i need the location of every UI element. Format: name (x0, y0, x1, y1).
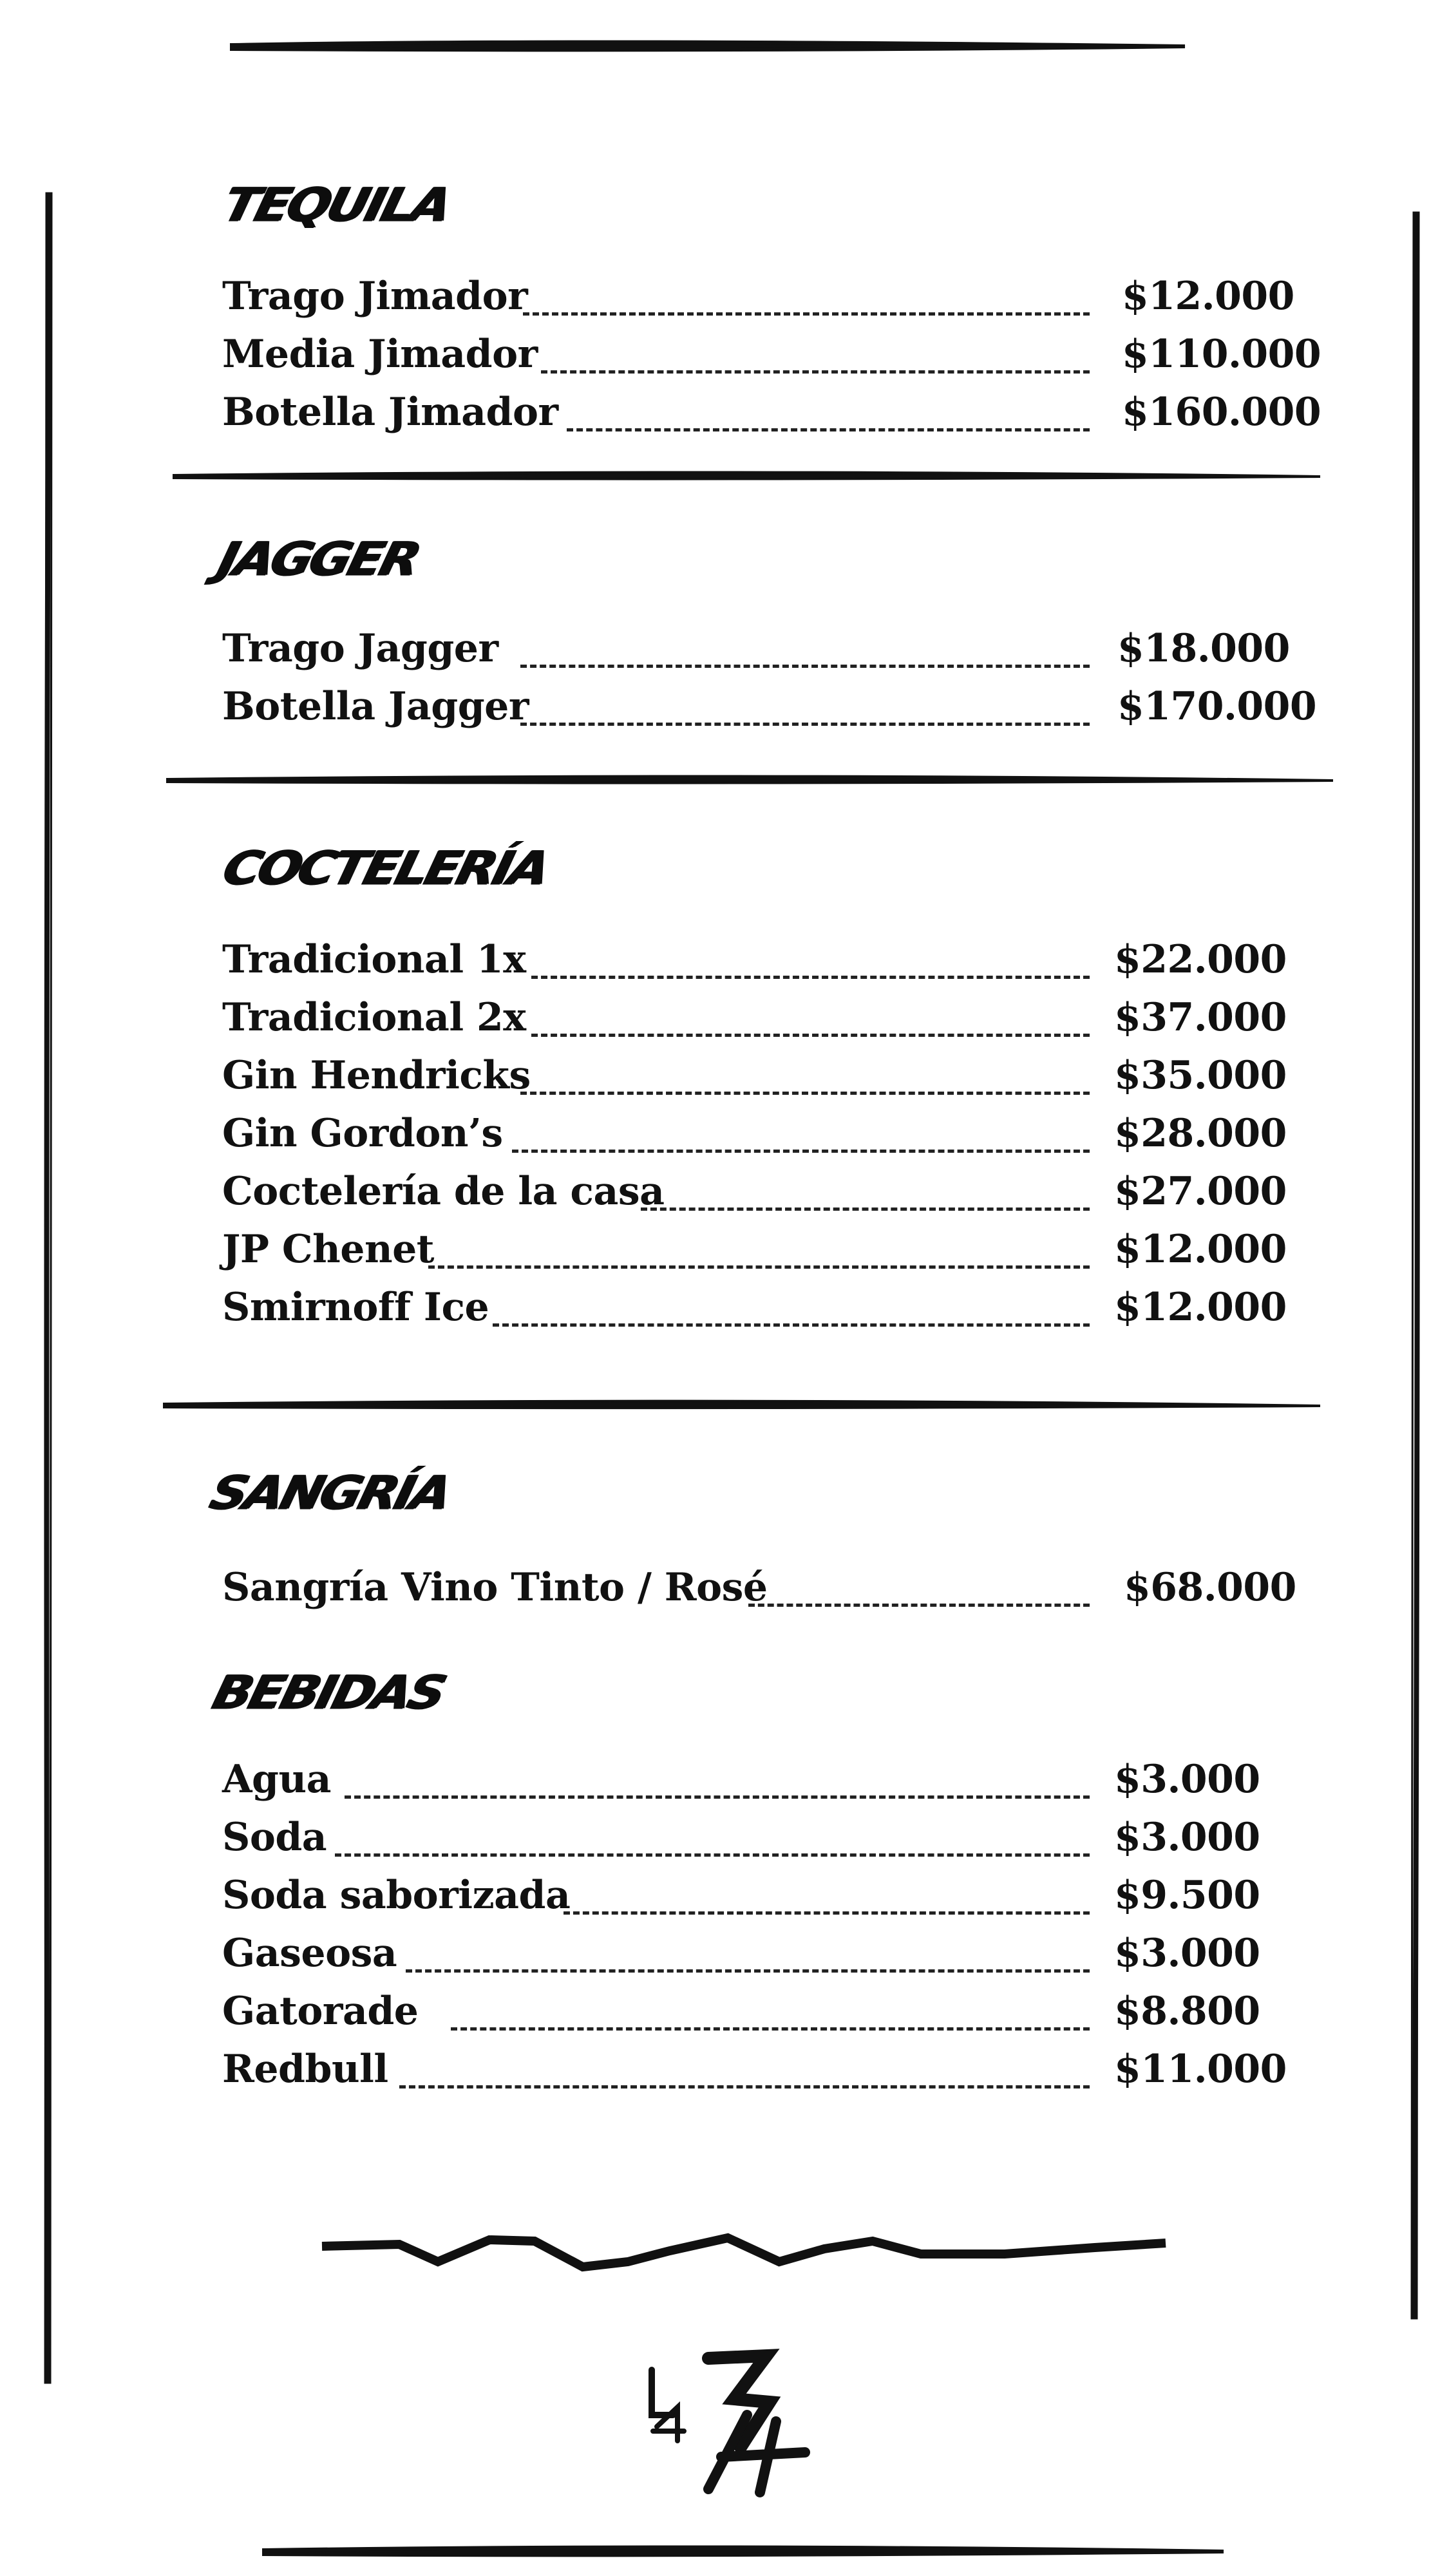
item-name: Media Jimador (222, 332, 538, 377)
menu-item (222, 1989, 418, 2040)
dot-leader (451, 2027, 1090, 2031)
dot-leader (406, 1969, 1090, 1973)
dot-leader (345, 1795, 1090, 1799)
dot-leader (541, 370, 1090, 374)
item-name: Gaseosa (222, 1931, 397, 1976)
item-name: JP Chenet (222, 1227, 434, 1272)
menu-item (222, 1815, 327, 1866)
divider-3 (164, 1401, 1320, 1408)
dot-leader (748, 1604, 1090, 1607)
section-title-cocteleria: COCTELERÍA (218, 842, 553, 895)
item-name: Botella Jimador (222, 390, 558, 435)
dot-leader (641, 1208, 1090, 1211)
section-title-jagger: JAGGER (213, 533, 424, 586)
bottom-brush-border (264, 2547, 1224, 2555)
dot-leader (335, 1853, 1090, 1857)
section-title-tequila: TEQUILA (218, 178, 455, 232)
divider-2 (167, 776, 1333, 782)
item-price: $8.800 (1114, 1989, 1260, 2034)
dot-leader (520, 1092, 1090, 1095)
item-name: Coctelería de la casa (222, 1169, 665, 1214)
item-price: $35.000 (1114, 1053, 1287, 1098)
top-brush-border (232, 42, 1185, 50)
item-price: $110.000 (1122, 332, 1321, 377)
menu-item (222, 274, 527, 325)
menu-item (222, 1053, 531, 1104)
item-price: $9.500 (1114, 1873, 1260, 1918)
dot-leader (531, 1034, 1090, 1037)
zigzag-brush-line (322, 2238, 1166, 2267)
item-name: Gin Gordon’s (222, 1111, 503, 1156)
menu-item (222, 937, 526, 989)
item-name: Gatorade (222, 1989, 419, 2034)
item-name: Smirnoff Ice (222, 1285, 489, 1330)
menu-item (222, 1227, 434, 1278)
item-price: $12.000 (1114, 1285, 1287, 1330)
menu-item (222, 1873, 570, 1924)
item-name: Gin Hendricks (222, 1053, 531, 1098)
menu-item (222, 1169, 664, 1220)
left-brush-border (44, 193, 52, 2383)
item-name: Tradicional 2x (222, 995, 526, 1040)
item-price: $68.000 (1124, 1565, 1296, 1610)
item-price: $3.000 (1114, 1757, 1260, 1802)
item-price: $3.000 (1114, 1815, 1260, 1860)
item-name: Trago Jagger (222, 626, 498, 671)
item-price: $12.000 (1122, 274, 1294, 319)
menu-item (222, 2047, 388, 2098)
item-price: $27.000 (1114, 1169, 1287, 1214)
item-name: Sangría Vino Tinto / Rosé (222, 1565, 768, 1610)
item-price: $170.000 (1117, 684, 1317, 729)
menu-item (222, 1565, 768, 1616)
item-price: $18.000 (1117, 626, 1290, 671)
menu-item (222, 1757, 331, 1808)
dot-leader (493, 1323, 1090, 1327)
menu-item (222, 332, 538, 383)
item-price: $12.000 (1114, 1227, 1287, 1272)
menu-item (222, 1111, 503, 1162)
menu-item (222, 390, 558, 441)
item-price: $28.000 (1114, 1111, 1287, 1156)
item-name: Agua (222, 1757, 332, 1802)
menu-item (222, 684, 529, 735)
item-name: Botella Jagger (222, 684, 529, 729)
menu-item (222, 1285, 489, 1336)
dot-leader (428, 1265, 1090, 1269)
dot-leader (564, 1911, 1090, 1915)
item-name: Trago Jimador (222, 274, 528, 319)
right-brush-border (1412, 213, 1420, 2318)
item-name: Soda (222, 1815, 327, 1860)
menu-item (222, 626, 498, 677)
section-title-bebidas: BEBIDAS (207, 1666, 450, 1719)
brush-number-logo-icon (638, 2344, 818, 2499)
dot-leader (399, 2085, 1090, 2088)
dot-leader (512, 1150, 1090, 1153)
dot-leader (531, 976, 1090, 979)
item-price: $160.000 (1122, 390, 1321, 435)
dot-leader (520, 723, 1090, 726)
item-name: Redbull (222, 2047, 388, 2092)
item-price: $11.000 (1114, 2047, 1287, 2092)
divider-1 (174, 472, 1320, 478)
menu-item (222, 995, 526, 1046)
item-price: $3.000 (1114, 1931, 1260, 1976)
item-name: Tradicional 1x (222, 937, 526, 982)
dot-leader (523, 312, 1090, 316)
item-price: $22.000 (1114, 937, 1287, 982)
dot-leader (567, 428, 1090, 431)
item-name: Soda saborizada (222, 1873, 571, 1918)
item-price: $37.000 (1114, 995, 1287, 1040)
menu-item (222, 1931, 397, 1982)
dot-leader (520, 665, 1090, 668)
section-title-sangria: SANGRÍA (205, 1466, 455, 1520)
